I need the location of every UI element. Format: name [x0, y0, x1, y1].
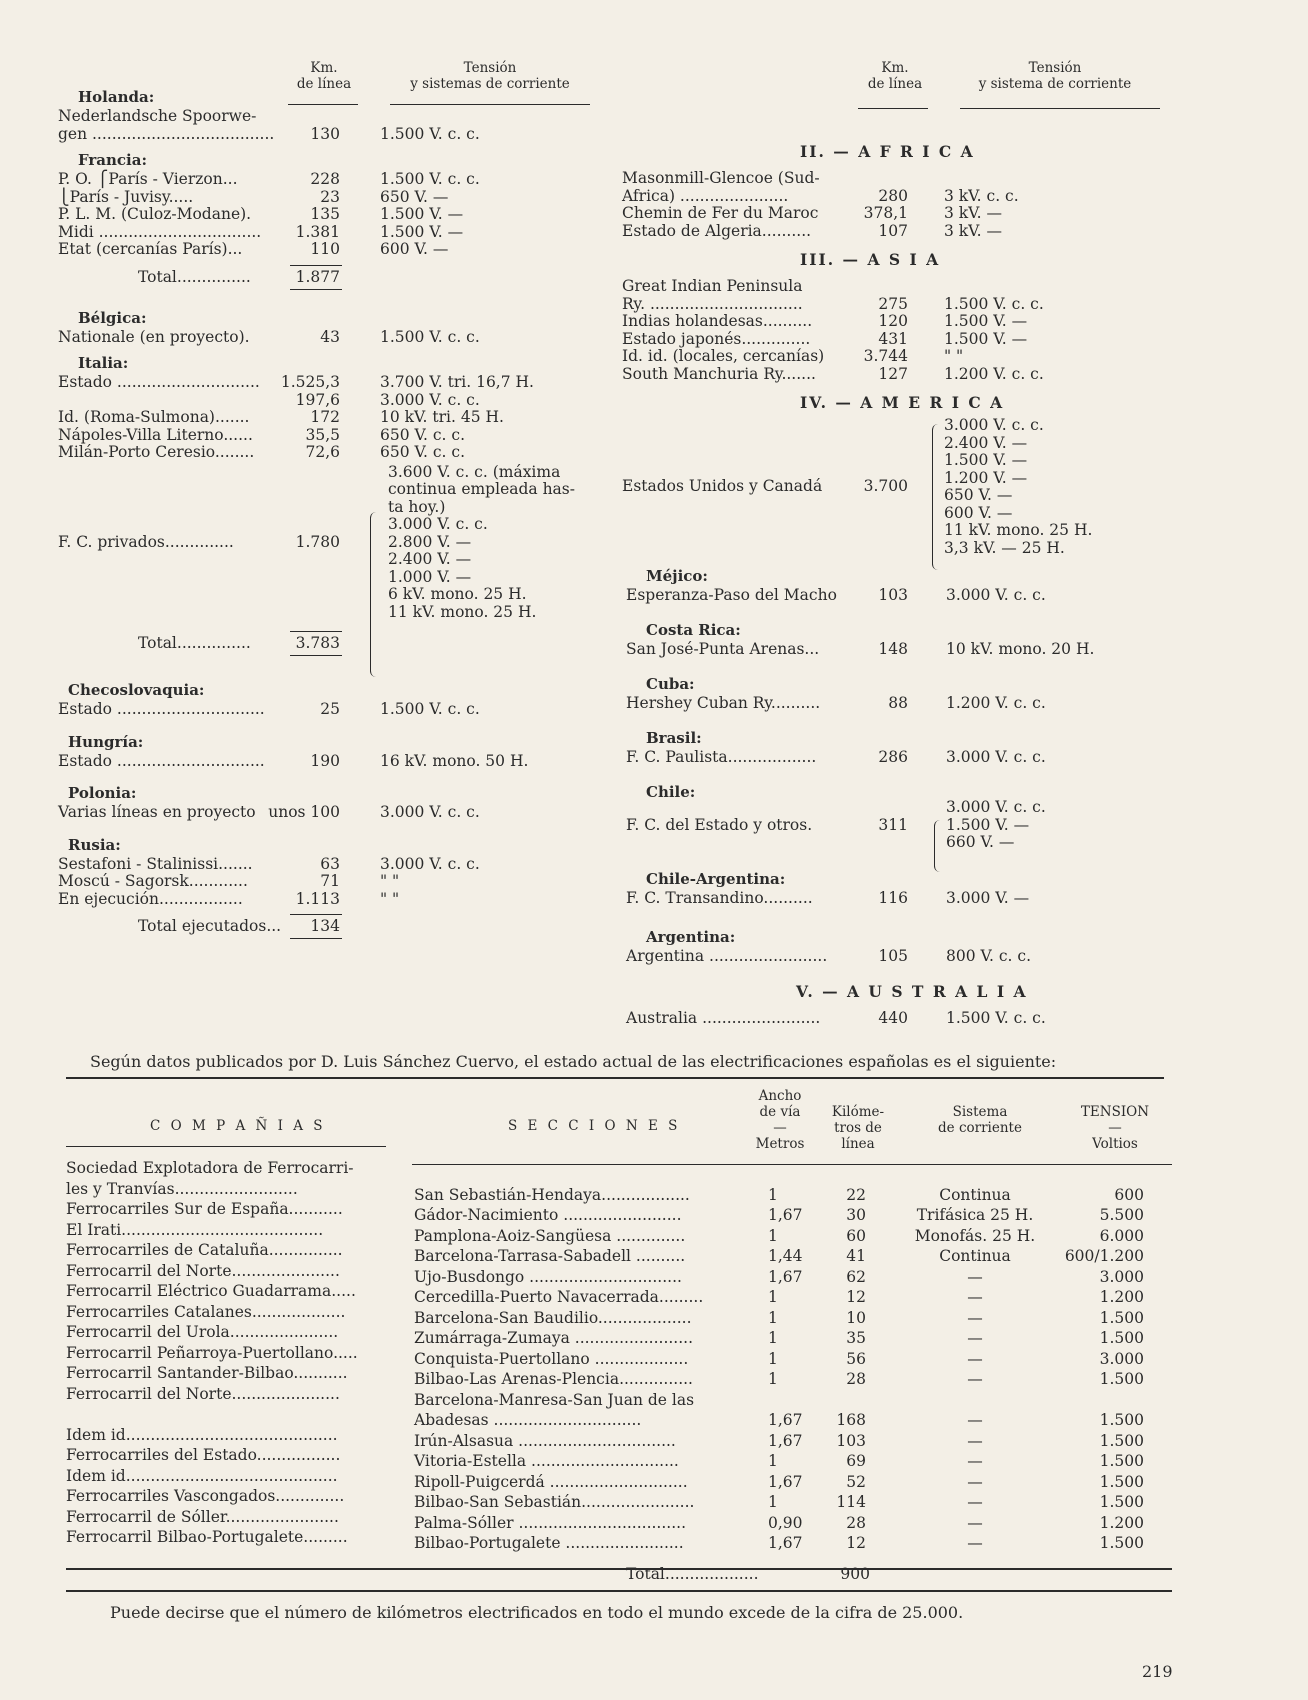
entry-label: F. C. Transandino.......... [626, 888, 813, 907]
km-value: 114 [836, 1493, 866, 1511]
voltage-value: 1.500 [1099, 1329, 1144, 1347]
fc-privados-voltage: 2.800 V. — [388, 532, 472, 551]
voltage-value: 1.500 [1099, 1534, 1144, 1552]
total-label: Total............... [138, 267, 251, 286]
entry-label: Great Indian Peninsula [622, 277, 803, 295]
current-system: — [967, 1267, 983, 1286]
gauge-value: 1,67 [768, 1411, 803, 1429]
fc-privados-voltage: continua empleada has- [388, 480, 575, 498]
entry-label: F. C. Paulista.................. [626, 748, 817, 766]
entry-voltage: 3 kV. — [944, 221, 1003, 240]
total-label: Total ejecutados... [138, 917, 282, 935]
section-heading: V. — A U S T R A L I A [796, 981, 1028, 1001]
usa-voltage: 3.000 V. c. c. [944, 416, 1044, 434]
usa-voltage: 650 V. — [944, 486, 1013, 504]
country-heading: Bélgica: [78, 308, 147, 327]
entry-label: Africa) ...................... [622, 186, 789, 205]
country-heading: Brasil: [646, 729, 702, 747]
km-value: 62 [846, 1267, 866, 1286]
entry-km: 3.700 [863, 477, 908, 496]
page-number: 219 [1142, 1662, 1173, 1681]
entry-voltage: 3.000 V. — [946, 888, 1030, 907]
company-name: Ferrocarril del Urola...................... [66, 1323, 339, 1341]
section-name: Bilbao-Las Arenas-Plencia............... [414, 1370, 693, 1388]
entry-label: Nápoles-Villa Literno...... [58, 425, 253, 444]
fc-privados-voltage: 1.000 V. — [388, 567, 472, 586]
company-name: El Irati......................................... [66, 1220, 324, 1239]
current-system: — [967, 1329, 983, 1347]
section-name: Cercedilla-Puerto Navacerrada......... [414, 1288, 704, 1306]
entry-km: 440 [878, 1008, 908, 1027]
gauge-value: 1 [768, 1308, 778, 1327]
total-km: 134 [310, 917, 340, 935]
section-name: Abadesas .............................. [414, 1411, 642, 1429]
entry-voltage: 3.000 V. c. c. [946, 748, 1046, 766]
intro-text: Según datos publicados por D. Luis Sánchez Cuervo, el estado actual de las electrificaciones españolas es el siguiente: [90, 1052, 1057, 1071]
company-name: Idem id........................................... [66, 1466, 338, 1485]
entry-voltage: 1.500 V. c. c. [380, 170, 480, 188]
rule [290, 914, 342, 915]
current-system: — [967, 1452, 983, 1470]
entry-km: 190 [310, 751, 340, 770]
country-heading: Checoslovaquia: [68, 681, 205, 699]
current-system: — [967, 1472, 983, 1491]
rule [290, 631, 342, 632]
entry-voltage: 3.700 V. tri. 16,7 H. [380, 373, 534, 391]
voltage-value: 1.500 [1099, 1452, 1144, 1470]
entry-km: 116 [878, 888, 908, 907]
entry-km: 1.525,3 [280, 373, 340, 391]
entry-label: Argentina ........................ [626, 946, 828, 965]
brace [932, 424, 939, 570]
section-name: Bilbao-Portugalete ........................ [414, 1534, 684, 1552]
section-heading: IV. — A M E R I C A [800, 393, 1005, 412]
usa-voltage: 3,3 kV. — 25 H. [944, 538, 1065, 557]
entry-label: Sestafoni - Stalinissi....... [58, 854, 253, 873]
current-system: — [967, 1493, 983, 1511]
entry-voltage: 1.500 V. c. c. [380, 327, 480, 346]
entry-voltage: 1.200 V. c. c. [944, 364, 1044, 383]
section-name: Conquista-Puertollano ................... [414, 1349, 689, 1368]
entry-label: Estado ............................. [58, 373, 260, 391]
entry-km: 105 [878, 946, 908, 965]
km-value: 52 [846, 1472, 866, 1491]
entry-label: South Manchuria Ry....... [622, 364, 816, 383]
fc-privados-voltage: ta hoy.) [388, 497, 446, 516]
chile-voltage: 1.500 V. — [946, 815, 1030, 834]
section-heading: III. — A S I A [800, 250, 941, 269]
entry-voltage: 3 kV. c. c. [944, 186, 1019, 205]
entry-km: 103 [878, 586, 908, 604]
entry-km: 43 [320, 327, 340, 346]
gauge-value: 1 [768, 1370, 778, 1388]
km-value: 56 [846, 1349, 866, 1368]
gauge-value: 1,67 [768, 1206, 803, 1224]
fc-privados-voltage: 11 kV. mono. 25 H. [388, 602, 537, 621]
section-name: Pamplona-Aoiz-Sangüesa .............. [414, 1226, 686, 1245]
companias-header: C O M P A Ñ I A S [150, 1118, 326, 1134]
company-name: Ferrocarriles del Estado................. [66, 1446, 341, 1464]
voltage-value: 1.500 [1099, 1370, 1144, 1388]
voltage-value: 3.000 [1099, 1267, 1144, 1286]
gauge-value: 1 [768, 1349, 778, 1368]
section-name: Bilbao-San Sebastián....................... [414, 1493, 695, 1511]
entry-label: F. C. privados.............. [58, 532, 234, 551]
voltage-value: 1.500 [1099, 1411, 1144, 1429]
entry-voltage: 3.000 V. c. c. [380, 390, 480, 409]
usa-voltage: 11 kV. mono. 25 H. [944, 521, 1093, 539]
entry-voltage: 1.500 V. c. c. [380, 124, 480, 143]
rule [288, 104, 358, 105]
entry-voltage: 800 V. c. c. [946, 946, 1031, 965]
country-heading: Francia: [78, 151, 148, 169]
country-heading: Cuba: [646, 675, 695, 693]
section-name: Ripoll-Puigcerdá ............................ [414, 1472, 688, 1491]
section-name: Irún-Alsasua ................................ [414, 1431, 676, 1450]
entry-voltage: 3.000 V. c. c. [380, 854, 480, 873]
section-name: Vitoria-Estella .............................. [414, 1452, 679, 1470]
voltage-value: 600/1.200 [1064, 1247, 1144, 1265]
km-value: 28 [846, 1513, 866, 1532]
km-value: 35 [846, 1329, 866, 1347]
rule [290, 655, 342, 656]
section-name: Palma-Sóller .................................. [414, 1513, 686, 1532]
gauge-value: 1,67 [768, 1534, 803, 1552]
entry-km: 197,6 [295, 390, 340, 409]
voltage-value: 1.200 [1099, 1288, 1144, 1306]
section-name: Ujo-Busdongo ............................... [414, 1267, 682, 1286]
entry-voltage: 650 V. — [380, 187, 449, 206]
country-heading: Costa Rica: [646, 621, 741, 639]
entry-label: Midi ................................. [58, 222, 262, 241]
current-system: — [967, 1370, 983, 1388]
voltage-value: 5.500 [1099, 1206, 1144, 1224]
current-system: — [967, 1411, 983, 1429]
rule [960, 108, 1160, 109]
current-system: — [967, 1288, 983, 1306]
entry-label: Nationale (en proyecto). [58, 327, 250, 346]
country-heading: Rusia: [68, 835, 121, 854]
section-name: San Sebastián-Hendaya.................. [414, 1185, 690, 1204]
entry-km: 3.744 [863, 347, 908, 365]
fc-privados-voltage: 3.000 V. c. c. [388, 515, 488, 533]
gauge-value: 1 [768, 1493, 778, 1511]
entry-label: Masonmill-Glencoe (Sud- [622, 169, 820, 187]
entry-km: 135 [310, 205, 340, 223]
current-system: Continua [939, 1247, 1011, 1265]
entry-voltage: 1.500 V. — [944, 329, 1028, 348]
right-tension-header: Tensión y sistema de corriente [978, 60, 1132, 92]
km-value: 103 [836, 1431, 866, 1450]
rule [290, 289, 342, 290]
company-name: Ferrocarril Peñarroya-Puertollano..... [66, 1343, 358, 1362]
entry-km: 63 [320, 854, 340, 873]
spain-total-label: Total................... [626, 1565, 759, 1583]
country-heading: Argentina: [646, 927, 736, 946]
entry-km: 25 [320, 700, 340, 718]
entry-voltage: 650 V. c. c. [380, 443, 465, 461]
entry-km: 130 [310, 124, 340, 143]
spain-total-km: 900 [840, 1565, 870, 1583]
entry-label: Estado .............................. [58, 700, 265, 718]
entry-km: 172 [310, 408, 340, 426]
entry-voltage: 1.500 V. c. c. [944, 294, 1044, 313]
company-name: Ferrocarril del Norte...................... [66, 1261, 340, 1280]
entry-label: Milán-Porto Ceresio........ [58, 443, 255, 461]
country-heading: Holanda: [78, 88, 155, 106]
entry-km: 1.780 [295, 532, 340, 551]
gauge-value: 1 [768, 1288, 778, 1306]
entry-label: gen ..................................... [58, 124, 275, 143]
rule [66, 1146, 386, 1147]
usa-voltage: 2.400 V. — [944, 433, 1028, 452]
entry-km: 1.113 [295, 889, 340, 908]
voltage-value: 1.200 [1099, 1513, 1144, 1532]
rule [66, 1077, 1164, 1079]
km-value: 168 [836, 1411, 866, 1429]
entry-voltage: 600 V. — [380, 240, 449, 258]
company-name: Ferrocarril del Norte...................... [66, 1384, 340, 1403]
fc-privados-voltage: 3.600 V. c. c. (máxima [388, 462, 561, 481]
km-value: 12 [846, 1288, 866, 1306]
gauge-value: 1,44 [768, 1247, 803, 1265]
current-system: Monofás. 25 H. [914, 1226, 1036, 1245]
entry-label: Australia ........................ [626, 1008, 821, 1027]
entry-voltage: 1.500 V. — [380, 205, 464, 223]
current-system: — [967, 1308, 983, 1327]
company-name: les y Tranvías......................... [66, 1179, 298, 1198]
company-name: Ferrocarriles de Cataluña............... [66, 1241, 343, 1259]
gauge-value: 1 [768, 1226, 778, 1245]
entry-label: P. L. M. (Culoz-Modane). [58, 205, 252, 223]
brace [370, 512, 377, 677]
km-value: 12 [846, 1534, 866, 1552]
fc-privados-voltage: 2.400 V. — [388, 550, 472, 568]
total-label: Total............... [138, 634, 251, 652]
section-name: Barcelona-Manresa-San Juan de las [414, 1390, 695, 1409]
brace [934, 820, 941, 872]
gauge-value: 0,90 [768, 1513, 803, 1532]
voltage-value: 1.500 [1099, 1493, 1144, 1511]
company-name: Ferrocarriles Catalanes................... [66, 1302, 346, 1321]
entry-label: Estado japonés.............. [622, 329, 811, 348]
entry-voltage: 10 kV. tri. 45 H. [380, 408, 504, 426]
rule [412, 1164, 1172, 1165]
tension-header: TENSION — Voltios [1080, 1104, 1150, 1152]
section-name: Gádor-Nacimiento ........................ [414, 1206, 682, 1224]
entry-km: 286 [878, 748, 908, 766]
entry-voltage: 1.500 V. c. c. [380, 700, 480, 718]
gauge-value: 1 [768, 1452, 778, 1470]
voltage-value: 6.000 [1099, 1226, 1144, 1245]
entry-km: 120 [878, 312, 908, 330]
country-heading: Chile: [646, 783, 696, 801]
total-km: 3.783 [295, 634, 340, 652]
entry-km: 35,5 [305, 425, 340, 444]
entry-km: 280 [878, 186, 908, 205]
usa-voltage: 1.200 V. — [944, 468, 1028, 487]
left-tension-header: Tensión y sistemas de corriente [410, 60, 570, 92]
entry-voltage: 3 kV. — [944, 204, 1003, 222]
km-value: 60 [846, 1226, 866, 1245]
voltage-value: 1.500 [1099, 1308, 1144, 1327]
section-heading: II. — A F R I C A [800, 142, 975, 161]
company-name: Ferrocarriles Vascongados.............. [66, 1487, 345, 1505]
entry-label: San José-Punta Arenas... [626, 640, 820, 658]
current-system: — [967, 1534, 983, 1552]
entry-voltage: 3.000 V. c. c. [946, 586, 1046, 604]
company-name: Ferrocarril Santander-Bilbao........... [66, 1364, 348, 1382]
entry-km: 127 [878, 364, 908, 383]
closing-text: Puede decirse que el número de kilómetros electrificados en todo el mundo excede de la cifra de 25.000. [110, 1603, 964, 1622]
gauge-value: 1,67 [768, 1431, 803, 1450]
section-name: Barcelona-San Baudilio................... [414, 1308, 692, 1327]
sistema-header: Sistema de corriente [938, 1104, 1022, 1136]
gauge-value: 1 [768, 1329, 778, 1347]
entry-label: Etat (cercanías París)... [58, 240, 243, 258]
entry-label: Indias holandesas.......... [622, 312, 813, 330]
entry-label: Estado .............................. [58, 751, 265, 770]
km-header: Kilóme- tros de línea [831, 1104, 885, 1152]
rule [66, 1590, 1172, 1592]
entry-km: 228 [310, 170, 340, 188]
company-name: Idem id........................................... [66, 1425, 338, 1444]
entry-label: Moscú - Sagorsk............ [58, 872, 248, 890]
voltage-value: 3.000 [1099, 1349, 1144, 1368]
current-system: — [967, 1513, 983, 1532]
ancho-header: Ancho de vía — Metros [755, 1088, 805, 1152]
total-km: 1.877 [295, 267, 340, 286]
km-value: 10 [846, 1308, 866, 1327]
voltage-value: 1.500 [1099, 1431, 1144, 1450]
entry-km: 107 [878, 221, 908, 240]
entry-km: 110 [310, 240, 340, 258]
entry-km: 431 [878, 329, 908, 348]
rule [290, 938, 342, 939]
usa-voltage: 600 V. — [944, 503, 1013, 522]
entry-label: Varias líneas en proyecto [58, 803, 256, 821]
entry-km: unos 100 [268, 803, 340, 821]
entry-label: Id. (Roma-Sulmona)....... [58, 408, 250, 426]
left-km-header: Km. de línea [296, 60, 352, 92]
entry-voltage: 1.200 V. c. c. [946, 694, 1046, 712]
voltage-value: 1.500 [1099, 1472, 1144, 1491]
usa-voltage: 1.500 V. — [944, 451, 1028, 469]
entry-label: P. O. ⎧París - Vierzon... [58, 170, 238, 188]
entry-km: 1.381 [295, 222, 340, 241]
company-name: Ferrocarril Bilbao-Portugalete......... [66, 1528, 348, 1546]
rule [66, 1568, 1172, 1570]
company-name: Sociedad Explotadora de Ferrocarri- [66, 1159, 354, 1177]
entry-label: Id. id. (locales, cercanías) [622, 347, 825, 365]
company-name: Ferrocarril de Sóller....................... [66, 1507, 339, 1526]
km-value: 28 [846, 1370, 866, 1388]
chile-voltage: 660 V. — [946, 833, 1015, 851]
km-value: 30 [846, 1206, 866, 1224]
entry-label: Esperanza-Paso del Macho [626, 586, 837, 604]
entry-voltage: 16 kV. mono. 50 H. [380, 751, 529, 770]
entry-label: Estado de Algeria.......... [622, 221, 812, 240]
entry-label: ⎩París - Juvisy..... [58, 187, 194, 206]
current-system: Trifásica 25 H. [916, 1206, 1034, 1224]
voltage-value: 600 [1114, 1185, 1144, 1204]
entry-label: En ejecución................. [58, 889, 243, 908]
current-system: Continua [939, 1185, 1011, 1204]
entry-km: 275 [878, 294, 908, 313]
rule [290, 265, 342, 266]
country-heading: Chile-Argentina: [646, 869, 786, 888]
entry-voltage: 650 V. c. c. [380, 425, 465, 444]
entry-km: 88 [888, 694, 908, 712]
entry-km: 148 [878, 640, 908, 658]
entry-km: 71 [320, 872, 340, 890]
entry-label: Ry. ............................... [622, 294, 803, 313]
entry-voltage: 1.500 V. c. c. [946, 1008, 1046, 1027]
country-heading: Hungría: [68, 732, 144, 751]
entry-voltage: " " [380, 872, 400, 890]
entry-voltage: 3.000 V. c. c. [380, 803, 480, 821]
company-name: Ferrocarriles Sur de España........... [66, 1200, 343, 1218]
entry-label: Hershey Cuban Ry.......... [626, 694, 821, 712]
gauge-value: 1,67 [768, 1267, 803, 1286]
rule [390, 104, 590, 105]
entry-label: Nederlandsche Spoorwe- [58, 107, 257, 125]
gauge-value: 1,67 [768, 1472, 803, 1491]
entry-label: Estados Unidos y Canadá [622, 477, 823, 496]
section-name: Zumárraga-Zumaya ........................ [414, 1329, 694, 1347]
company-name: Ferrocarril Eléctrico Guadarrama..... [66, 1282, 356, 1300]
current-system: — [967, 1431, 983, 1450]
km-value: 69 [846, 1452, 866, 1470]
entry-km: 378,1 [863, 204, 908, 222]
entry-label: F. C. del Estado y otros. [626, 815, 813, 834]
km-value: 22 [846, 1185, 866, 1204]
right-km-header: Km. de línea [867, 60, 923, 92]
entry-label: Chemin de Fer du Maroc [622, 204, 819, 222]
entry-voltage: 10 kV. mono. 20 H. [946, 640, 1095, 658]
rule [858, 108, 928, 109]
entry-km: 23 [320, 187, 340, 206]
country-heading: Méjico: [646, 567, 708, 585]
fc-privados-voltage: 6 kV. mono. 25 H. [388, 585, 527, 603]
entry-voltage: 1.500 V. — [944, 312, 1028, 330]
entry-voltage: 1.500 V. — [380, 222, 464, 241]
country-heading: Italia: [78, 354, 129, 372]
entry-km: 72,6 [305, 443, 340, 461]
entry-km: 311 [878, 815, 908, 834]
chile-voltage: 3.000 V. c. c. [946, 798, 1046, 816]
km-value: 41 [846, 1247, 866, 1265]
country-heading: Polonia: [68, 784, 137, 802]
entry-voltage: " " [944, 347, 964, 365]
current-system: — [967, 1349, 983, 1368]
entry-voltage: " " [380, 889, 400, 908]
secciones-header: S E C C I O N E S [508, 1118, 681, 1134]
gauge-value: 1 [768, 1185, 778, 1204]
section-name: Barcelona-Tarrasa-Sabadell .......... [414, 1247, 686, 1265]
